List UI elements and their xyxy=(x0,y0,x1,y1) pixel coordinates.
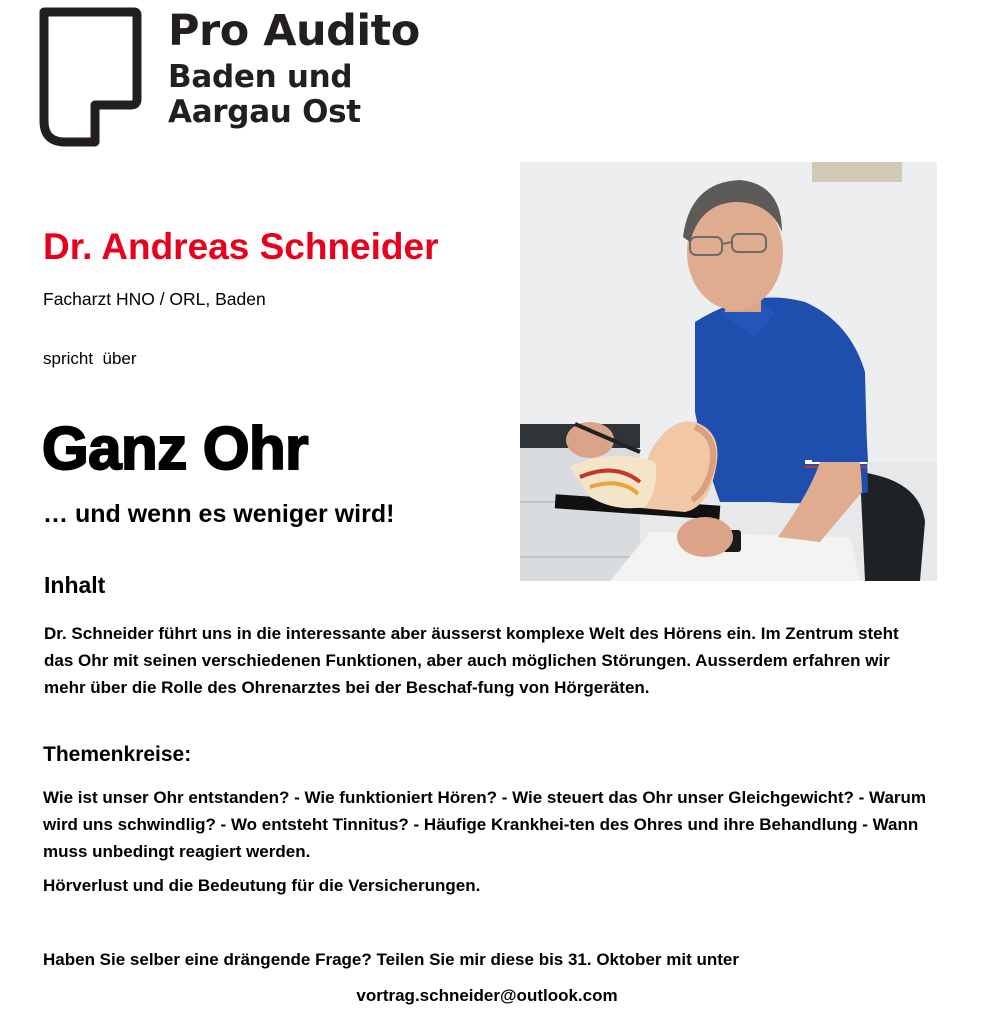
topics-text: Wie ist unser Ohr entstanden? - Wie funktioniert Hören? - Wie steuert das Ohr unser Gleichgewicht? - Warum wird uns schwindlig? - Wo entsteht Tinnitus? - Häufige Krankhei-ten des Ohres und ihre Behandlung - Wann muss unbedingt reagiert werden. xyxy=(43,788,927,861)
talk-subtitle: … und wenn es weniger wird! xyxy=(43,500,395,528)
doctor-with-ear-model-photo xyxy=(520,162,937,581)
topics-extra-text: Hörverlust und die Bedeutung für die Versicherungen. xyxy=(43,876,481,895)
speaks-about-label: spricht über xyxy=(43,349,137,368)
logo-region-line2: Aargau Ost xyxy=(168,94,361,130)
contact-question: Haben Sie selber eine drängende Frage? Teilen Sie mir diese bis 31. Oktober mit unter xyxy=(43,950,739,969)
topics-heading: Themenkreise: xyxy=(43,743,192,766)
content-text: Dr. Schneider führt uns in die interessante aber äusserst komplexe Welt des Hörens ein. Im Zentrum steht das Ohr mit seinen verschiedenen Funktionen, aber auch möglichen Störungen. Ausserdem erfahren wir mehr über die Rolle des Ohrenarztes bei der Beschaf-fung von Hörgeräten. xyxy=(44,624,899,697)
logo-text xyxy=(168,6,420,130)
contact-email[interactable]: vortrag.schneider@outlook.com xyxy=(356,986,618,1005)
speaker-name: Dr. Andreas Schneider xyxy=(43,226,439,267)
talk-title: Ganz Ohr xyxy=(42,415,309,482)
content-heading: Inhalt xyxy=(44,572,106,598)
logo-title: Pro Audito xyxy=(168,6,420,56)
speech-bubble-logo-icon xyxy=(38,6,142,148)
speaker-role: Facharzt HNO / ORL, Baden xyxy=(43,289,266,309)
logo-region-line1: Baden und xyxy=(168,59,353,95)
